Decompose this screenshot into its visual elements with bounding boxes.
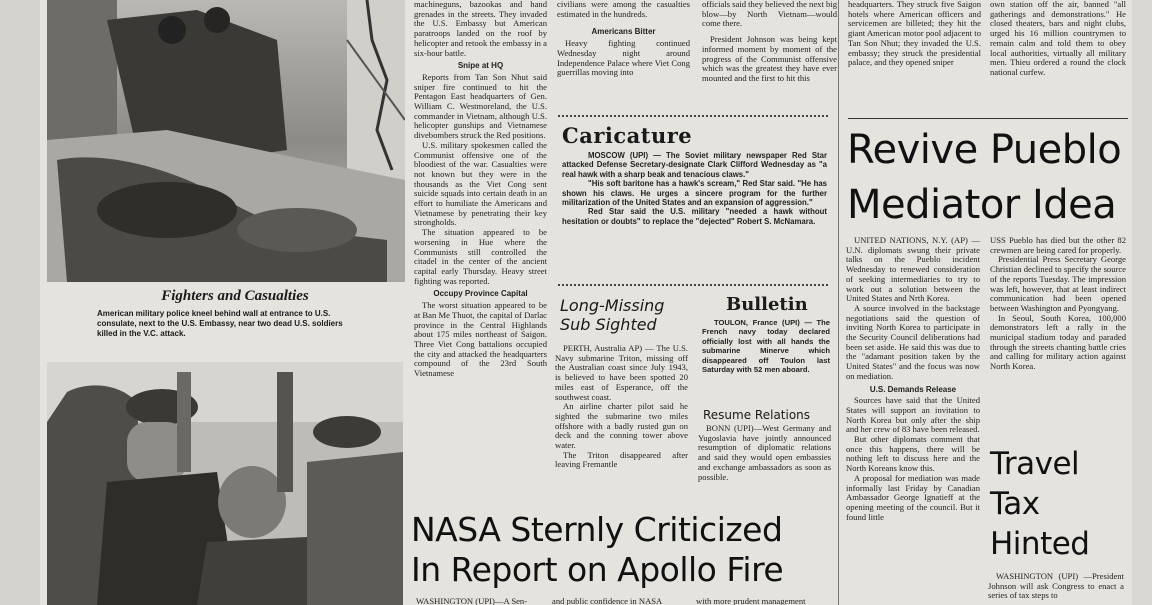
paragraph: In Seoul, South Korea, 100,000 demonstrators left a rally in the municipal stadium today and paraded through the streets chanting battle cries and calling for military action against North Korea. — [990, 312, 1126, 372]
subhead-province: Occupy Province Capital — [433, 289, 528, 299]
paragraph: U.S. military spokesmen called the Communist offensive one of the bloodiest of the war. Casualties were not known but they were in the thousands as the Viet Cong sent suicide squads into certain death in an effort to humiliate the Americans and Vietnamese by penetrating their key strongholds. — [414, 139, 547, 228]
paragraph: President Johnson was being kept informed moment by moment of the progress of the Communist offensive which was the greatest they have ever mounted and the first to hit this — [702, 34, 837, 83]
column-b — [557, 0, 690, 103]
travel-headline-line3: Hinted — [990, 526, 1090, 562]
pueblo-headline-line2: Mediator Idea — [847, 182, 1117, 228]
nasa-text-c: with more prudent management — [696, 597, 806, 605]
travel-story — [988, 572, 1124, 605]
paragraph: A source involved in the backstage negotiations said the question of inviting North Korea to participate in the Security Council deliberations had been set aside. He said this was due to the "adamant position taken by the United States" and the focus was now on mediation. — [846, 302, 980, 381]
paragraph: officials said they believed the next big blow—by North Vietnam—would come there. — [702, 0, 837, 29]
paragraph: MOSCOW (UPI) — The Soviet military newspaper Red Star attacked Defense Secretary-designate Clark Clifford Wednesday as "a real hawk with a sharp beak and tenacious claws." — [562, 151, 827, 179]
subhead-demands: U.S. Demands Release — [869, 384, 957, 394]
page-edge-right — [1132, 0, 1152, 605]
paragraph: PERTH, Australia AP) — The U.S. Navy submarine Triton, missing off the Australian coast since July 1943, is believed to have been spotted 20 miles east of Esperance, off the southwest coast. — [555, 344, 688, 402]
pueblo-story-right — [990, 236, 1126, 436]
paragraph: TOULON, France (UPI) — The French navy today declared officially lost with all hands the submarine Minerve which disappeared off Toulon last Saturday with 52 men aboard. — [702, 318, 830, 375]
paragraph: The situation appeared to be worsening in Hue where the Communists still controlled the citadel in the center of the ancient capital early Thursday. Heavy street fighting was reported. — [414, 227, 547, 286]
column-a — [414, 0, 547, 500]
top-photo — [47, 0, 405, 282]
photo-caption-text: American military police kneel behind wall at entrance to U.S. consulate, next to the U.S. Embassy, near two dead U.S. soldiers killed in the V.C. attack. — [97, 309, 343, 338]
pueblo-story-left — [846, 236, 980, 605]
sub-story — [555, 344, 688, 504]
subhead-snipe: Snipe at HQ — [457, 61, 504, 71]
divider — [558, 115, 828, 117]
paragraph: Reports from Tan Son Nhut said sniper fire continued to hit the Pentagon East headquarters of Gen. William C. Westmoreland, the U.S. commander in Vietnam, although U.S. helicopter gunships and Vietnamese divebombers struck the Red positions. — [414, 71, 547, 141]
resume-title: Resume Relations — [703, 408, 811, 422]
column-rule — [838, 0, 839, 605]
paragraph: civilians were among the casualties estimated in the hundreds. — [557, 0, 690, 19]
paragraph: The Triton disappeared after leaving Fremantle — [555, 449, 688, 470]
right-top-col2: own station off the air, banned "all gatherings and demonstrations." He closed theaters, bars and night clubs, urged his 16 million countrymen to remain calm and told them to obey local authorities, virtually all military men. Thieu ordered a round the clock national curfew. — [990, 0, 1126, 77]
soldiers-image — [47, 0, 405, 282]
nasa-text-a: WASHINGTON (UPI)—A Sen- — [416, 597, 528, 605]
paragraph: Sources have said that the United States will support an invitation to North Korea but only after the ship and her crew of 83 have been released. — [846, 395, 980, 435]
paragraph: An airline charter pilot said he sighted the submarine two miles offshore with a badly rusted gun on deck and the conning tower above water. — [555, 401, 688, 451]
nasa-headline-line2: In Report on Apollo Fire — [411, 550, 784, 589]
bulletin-title: Bulletin — [726, 294, 808, 315]
divider — [558, 284, 828, 286]
paragraph: But other diplomats comment that once this happens, there will be nothing left to discuss here and the North Koreans know this. — [846, 434, 980, 474]
page-edge — [0, 0, 40, 605]
paragraph: UNITED NATIONS, N.Y. (AP) — U.N. diplomats swung their private talks on the Pueblo incident Wednesday to renewed consideration of seeking intermediaries to try to work out a solution between the United States and Nrth Korea. — [846, 236, 980, 304]
bottom-photo — [47, 362, 403, 605]
paragraph: Heavy fighting continued Wednesday night around Independence Palace where Viet Cong guerrillas moving into — [557, 38, 690, 78]
divider — [848, 118, 1128, 119]
subhead-americans: Americans Bitter — [591, 27, 656, 37]
paragraph: BONN (UPI)—West Germany and Yugoslavia have jointly announced resumption of diplomatic relations and said they would open embassies and exchange ambassadors as soon as possible. — [698, 424, 831, 482]
paragraph: "His soft baritone has a hawk's scream," Red Star said. "He has shown his claws. He urges a sincere program for the further militarization of the United States and an expansion of aggression." — [562, 179, 827, 208]
captive-image — [47, 362, 403, 605]
bulletin-story — [702, 318, 830, 398]
nasa-headline-line1: NASA Sternly Criticized — [411, 510, 783, 549]
photo-caption-title: Fighters and Casualties — [161, 288, 309, 304]
paragraph: USS Pueblo has died but the other 82 crewmen are being cared for properly. — [990, 236, 1126, 255]
sub-story-title: Long-Missing Sub Sighted — [560, 296, 665, 334]
right-top-col1: headquarters. They struck five Saigon hotels where American officers and servicemen are billeted; they hit the giant American motor pool adjacent to Tan Son Nhut; they invaded the U.S. embassy; they struck the presidential palace, and they opened sniper — [848, 0, 981, 68]
pueblo-headline-line1: Revive Pueblo — [847, 127, 1122, 173]
caricature-story — [562, 151, 827, 281]
nasa-text-b: and public confidence in NASA — [552, 597, 663, 605]
paragraph: The worst situation appeared to be at Ban Me Thuot, the capital of Darlac province in the Central Highlands about 175 miles northeast of Saigon. Three Viet Cong battalions occupied the city and attacked the headquarters compound of the 23rd South Vietnamese — [414, 300, 547, 379]
travel-headline-line2: Tax — [990, 486, 1040, 522]
paragraph: machineguns, bazookas and hand grenades in the streets. They invaded the U.S. Embassy but American paratroops landed on the roof by helicopter and retook the embassy in a six-hour battle. — [414, 0, 547, 58]
column-c — [702, 0, 837, 103]
travel-headline-line1: Travel — [990, 446, 1080, 482]
resume-story — [698, 424, 831, 504]
paragraph: A proposal for mediation was made informally last Friday by Canadian Ambassador George Ignatieff at the opening meeting of the council. But it found little — [846, 472, 980, 522]
paragraph: Presidential Press Secretary George Christian declined to specify the source of the reports Tuesday. The impression was left, however, that at least indirect communication had been opened between Washington and Pyongyang. — [990, 254, 1126, 313]
paragraph: Red Star said the U.S. military "needed a hawk without hesitation or doubts" to replace the "dejected" Robert S. McNamara. — [562, 207, 827, 226]
paragraph: WASHINGTON (UPI) —President Johnson will ask Congress to enact a series of tax steps to — [988, 572, 1124, 601]
caricature-title: Caricature — [562, 123, 693, 148]
